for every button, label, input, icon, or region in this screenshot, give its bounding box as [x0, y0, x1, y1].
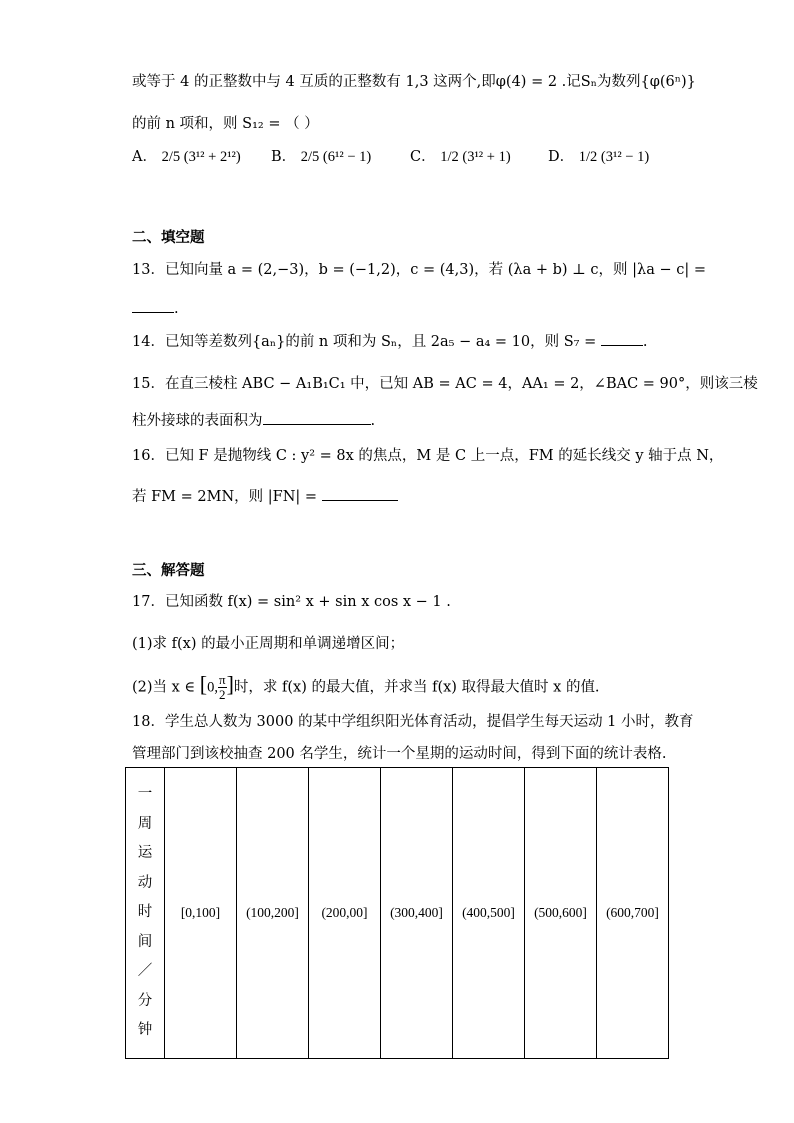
q16-text: 若 FM = 2MN，则 |FN| =: [132, 489, 318, 505]
q15-text: 柱外接球的表面积为: [132, 413, 263, 429]
q17-part-2-suffix: 时，求 f(x) 的最大值，并求当 f(x) 取得最大值时 x 的值.: [233, 679, 600, 696]
table-cell: (500,600]: [525, 768, 597, 1059]
q17-line-1: 17．已知函数 f(x) = sin² x + sin x cos x − 1 .: [132, 594, 451, 610]
q14-text: 14．已知等差数列{aₙ}的前 n 项和为 Sₙ，且 2a₅ − a₄ = 10，则 S₇ =: [132, 334, 597, 350]
q17-part-2-prefix: (2)当 x ∈: [132, 679, 196, 696]
q16-line-2: [132, 486, 398, 508]
q12-line-1: 或等于 4 的正整数中与 4 互质的正整数有 1,3 这两个,即φ(4) = 2 .记Sₙ为数列{φ(6ⁿ)}: [132, 74, 696, 90]
q18-line-2: 管理部门到该校抽查 200 名学生，统计一个星期的运动时间，得到下面的统计表格.: [132, 746, 667, 762]
frac-numerator: π: [218, 672, 226, 687]
statistics-table: [125, 767, 669, 1059]
q16-line-1: 16．已知 F 是抛物线 C : y² = 8x 的焦点，M 是 C 上一点，FM 的延长线交 y 轴于点 N，: [132, 448, 724, 464]
q13-line-1: 13．已知向量 a = (2,−3)，b = (−1,2)，c = (4,3)，若 (λa + b) ⊥ c，则 |λa − c| =: [132, 262, 706, 278]
option-expression: 2/5 (3¹² + 2¹²): [161, 149, 241, 165]
answer-blank[interactable]: [322, 486, 398, 501]
q12-option-b[interactable]: [271, 146, 371, 168]
interval-bracket-left: [: [199, 671, 208, 697]
table-cell: (100,200]: [237, 768, 309, 1059]
q17-part-1: (1)求 f(x) 的最小正周期和单调递增区间；: [132, 636, 405, 652]
section-fill-in-heading: 二、填空题: [132, 229, 205, 246]
table-cell: (400,500]: [453, 768, 525, 1059]
pi-over-two: [218, 673, 227, 702]
option-expression: 2/5 (6¹² − 1): [300, 149, 372, 165]
table-cell: (300,400]: [381, 768, 453, 1059]
table-header-cell: [126, 768, 165, 1059]
q15-line-1: 15．在直三棱柱 ABC − A₁B₁C₁ 中，已知 AB = AC = 4，AA₁ = 2，∠BAC = 90°，则该三棱: [132, 376, 758, 392]
q15-tail: .: [370, 413, 376, 429]
table-cell: [0,100]: [165, 768, 237, 1059]
q12-option-d[interactable]: [548, 146, 649, 168]
answer-blank[interactable]: [132, 298, 174, 313]
frac-denominator: 2: [219, 687, 226, 702]
q17-part-2: [132, 673, 600, 702]
q15-line-2: [132, 410, 375, 432]
q13-tail: .: [174, 301, 179, 317]
q13-line-2: [132, 298, 179, 320]
table-row: [126, 768, 669, 1059]
q12-line-2: 的前 n 项和，则 S₁₂ = （ ）: [132, 116, 319, 132]
answer-blank[interactable]: [263, 410, 371, 425]
q18-line-1: 18．学生总人数为 3000 的某中学组织阳光体育活动，提倡学生每天运动 1 小时，教育: [132, 714, 694, 730]
q12-option-a[interactable]: [132, 146, 241, 168]
answer-blank[interactable]: [601, 331, 643, 346]
section-solution-heading: 三、解答题: [132, 562, 205, 579]
q12-option-c[interactable]: [410, 146, 511, 168]
option-label: D．: [548, 149, 575, 165]
interval-bracket-right: ]: [226, 671, 234, 697]
q14-line: [132, 331, 647, 353]
option-expression: 1/2 (3¹² + 1): [440, 149, 511, 165]
table-cell: (600,700]: [597, 768, 669, 1059]
table-header-label: 一周运动时间／分钟: [137, 786, 153, 1039]
interval-left: 0,: [207, 679, 218, 696]
table-cell: (200,00]: [309, 768, 381, 1059]
q14-tail: .: [642, 334, 648, 350]
option-expression: 1/2 (3¹² − 1): [578, 149, 650, 165]
option-label: B．: [271, 149, 297, 165]
option-label: C．: [410, 149, 436, 165]
option-label: A．: [132, 149, 157, 165]
